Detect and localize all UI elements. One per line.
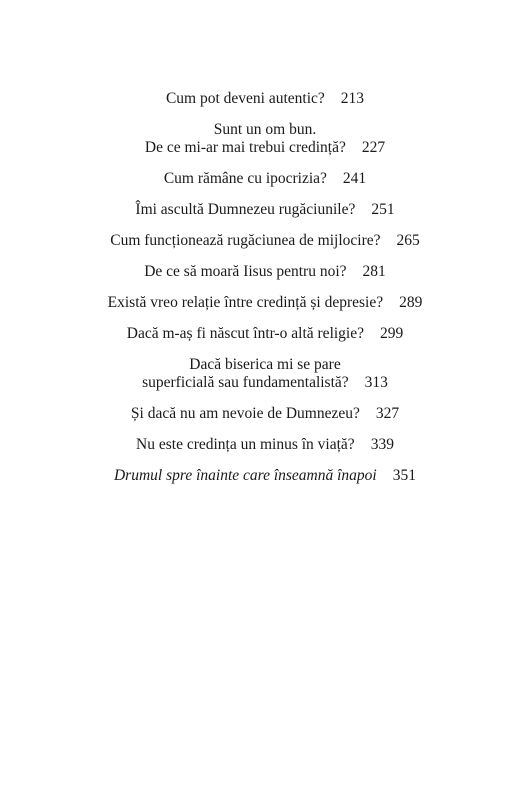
table-of-contents <box>0 90 530 498</box>
toc-entry-line <box>0 374 530 392</box>
toc-entry <box>0 90 530 108</box>
toc-entry-line <box>0 90 530 108</box>
toc-entry-line <box>0 467 530 485</box>
toc-entry <box>0 356 530 392</box>
toc-entry <box>0 325 530 343</box>
toc-entry-title: De ce mi-ar mai trebui credință? <box>144 139 346 156</box>
toc-entry-page-number: 313 <box>364 374 388 391</box>
toc-entry-line <box>0 121 530 139</box>
toc-entry-line <box>0 201 530 219</box>
toc-entry-line <box>0 263 530 281</box>
toc-entry <box>0 263 530 281</box>
toc-entry-title: Cum rămâne cu ipocrizia? <box>163 170 327 187</box>
toc-entry <box>0 294 530 312</box>
toc-entry <box>0 232 530 250</box>
toc-entry-title: Și dacă nu am nevoie de Dumnezeu? <box>130 405 360 422</box>
toc-entry <box>0 170 530 188</box>
toc-entry-line <box>0 139 530 157</box>
toc-entry-line <box>0 170 530 188</box>
toc-entry-line <box>0 436 530 454</box>
toc-entry-title: Dacă m-aș fi născut într-o altă religie? <box>126 325 364 342</box>
toc-entry-title: Nu este credința un minus în viață? <box>136 436 355 453</box>
toc-entry-line <box>0 325 530 343</box>
toc-entry-title: Există vreo relație între credință și depresie? <box>107 294 384 311</box>
toc-entry-page-number: 327 <box>375 405 400 422</box>
toc-entry-page-number: 281 <box>362 263 386 280</box>
toc-entry-title: superficială sau fundamentalistă? <box>142 374 349 391</box>
toc-entry <box>0 121 530 157</box>
toc-entry <box>0 436 530 454</box>
toc-entry-line <box>0 232 530 250</box>
toc-entry-title: Dacă biserica mi se pare <box>189 356 341 373</box>
toc-entry <box>0 201 530 219</box>
toc-entry-title: De ce să moară Iisus pentru noi? <box>144 263 347 280</box>
toc-entry <box>0 405 530 423</box>
toc-entry-title: Cum funcționează rugăciunea de mijlocire? <box>110 232 381 249</box>
toc-entry-page-number: 289 <box>399 294 423 311</box>
toc-entry-page-number: 213 <box>340 90 365 107</box>
toc-entry-page-number: 241 <box>342 170 367 187</box>
toc-entry-page-number: 227 <box>361 139 386 156</box>
toc-entry-line <box>0 356 530 374</box>
toc-entry-title: Drumul spre înainte care înseamnă înapoi <box>113 467 377 484</box>
toc-entry-page-number: 265 <box>396 232 420 249</box>
toc-entry-page-number: 351 <box>392 467 416 484</box>
toc-entry-line <box>0 294 530 312</box>
toc-entry <box>0 467 530 485</box>
toc-entry-page-number: 251 <box>371 201 395 218</box>
toc-entry-title: Îmi ascultă Dumnezeu rugăciunile? <box>135 201 356 218</box>
toc-entry-page-number: 339 <box>370 436 394 453</box>
toc-entry-title: Sunt un om bun. <box>213 121 317 138</box>
toc-entry-page-number: 299 <box>380 325 404 342</box>
toc-entry-line <box>0 405 530 423</box>
toc-entry-title: Cum pot deveni autentic? <box>165 90 325 107</box>
